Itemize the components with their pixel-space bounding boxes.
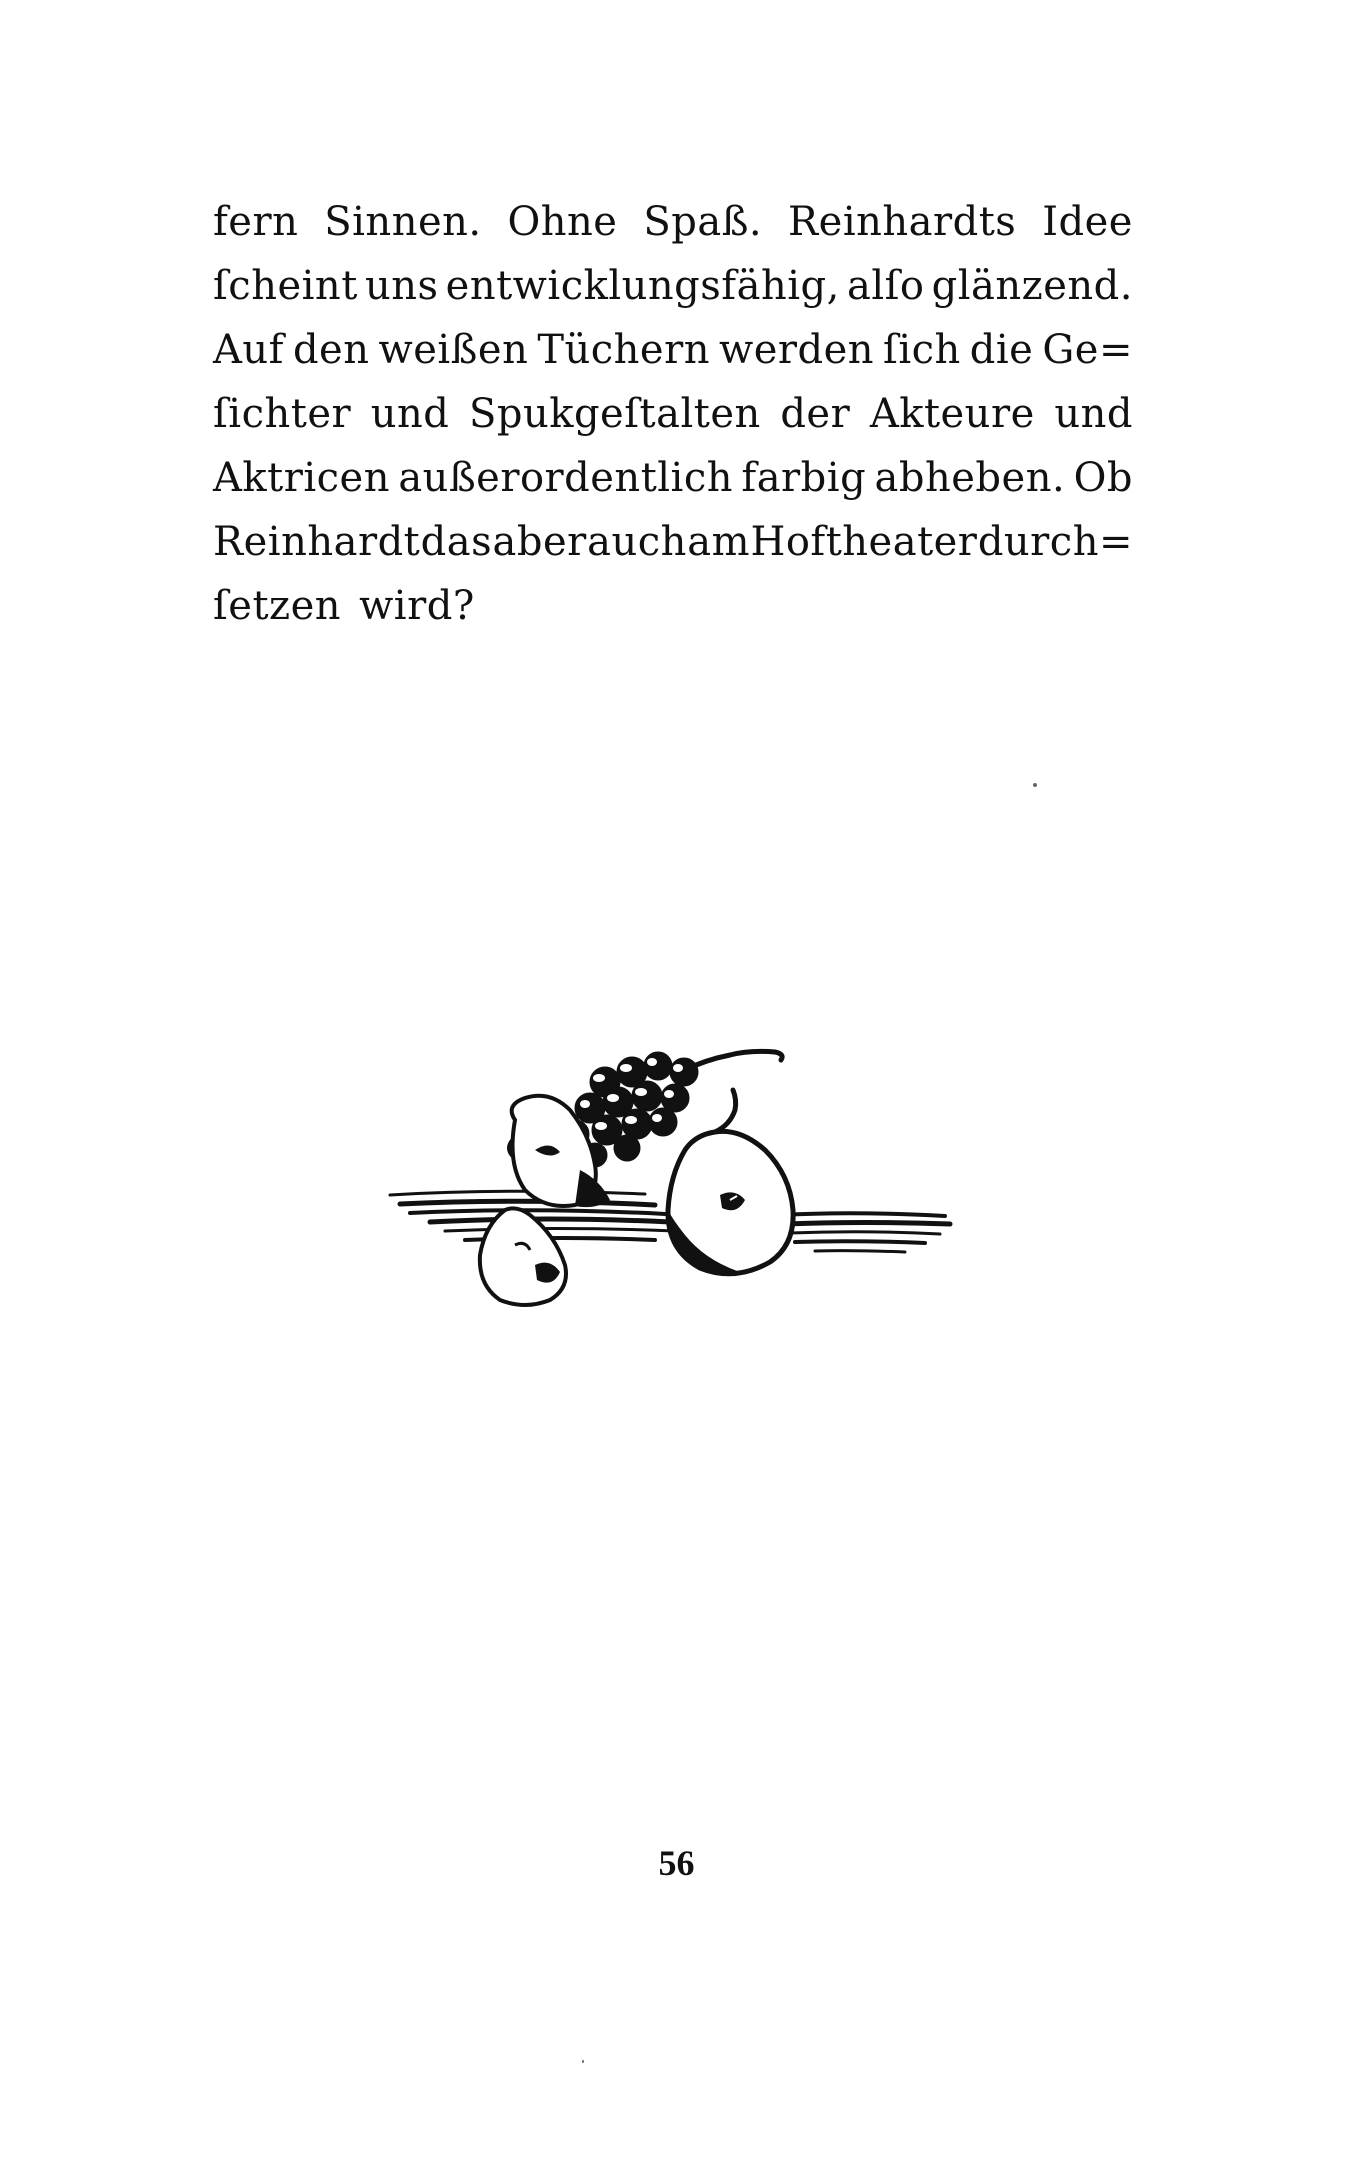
still-life-illustration [385, 1010, 955, 1340]
word: Sinnen. [324, 199, 482, 245]
word: abheben. [874, 455, 1066, 501]
word: Idee [1042, 199, 1133, 245]
word: alſo [846, 263, 925, 309]
word: ſich [883, 327, 961, 373]
text-line-4 [213, 382, 1133, 446]
word: Auf [213, 327, 284, 373]
apple-quarter-lower [480, 1208, 566, 1305]
word: und [370, 391, 450, 437]
word: entwicklungsfähig, [445, 263, 840, 309]
word: und [1054, 391, 1133, 437]
word: weißen [378, 327, 529, 373]
word: am [687, 519, 751, 565]
word: wird? [359, 583, 475, 629]
print-speck [1033, 783, 1037, 787]
print-speck [582, 2060, 584, 2063]
word: der [780, 391, 851, 437]
word: Tüchern [537, 327, 710, 373]
text-line-1 [213, 190, 1133, 254]
word: glänzend. [931, 263, 1133, 309]
word: Ge= [1042, 327, 1133, 373]
text-line-7 [213, 574, 1133, 638]
word: Spaß. [643, 199, 763, 245]
word: aber [492, 519, 587, 565]
word: ſetzen [213, 583, 342, 629]
word: den [292, 327, 370, 373]
word: Reinhardts [788, 199, 1017, 245]
body-text [213, 190, 1133, 638]
word: das [420, 519, 493, 565]
page-number: 56 [658, 1843, 695, 1883]
word: Akteure [869, 391, 1035, 437]
word: Spukgeſtalten [468, 391, 761, 437]
word: farbig [741, 455, 867, 501]
word: Ob [1073, 455, 1133, 501]
word: ſcheint [213, 263, 358, 309]
word: uns [364, 263, 439, 309]
word: ſichter [213, 391, 352, 437]
word: außerordentlich [398, 455, 734, 501]
grape-stem [685, 1051, 782, 1070]
word: Aktricen [213, 455, 390, 501]
word: auch [587, 519, 687, 565]
word: werden [718, 327, 875, 373]
text-line-6 [213, 510, 1133, 574]
text-line-3 [213, 318, 1133, 382]
word: durch= [977, 519, 1133, 565]
word: Reinhardt [213, 519, 421, 565]
word: die [969, 327, 1034, 373]
text-line-5 [213, 446, 1133, 510]
text-line-2 [213, 254, 1133, 318]
word: Hoftheater [750, 519, 978, 565]
word: fern [213, 199, 299, 245]
pear [668, 1090, 793, 1274]
word: Ohne [507, 199, 618, 245]
